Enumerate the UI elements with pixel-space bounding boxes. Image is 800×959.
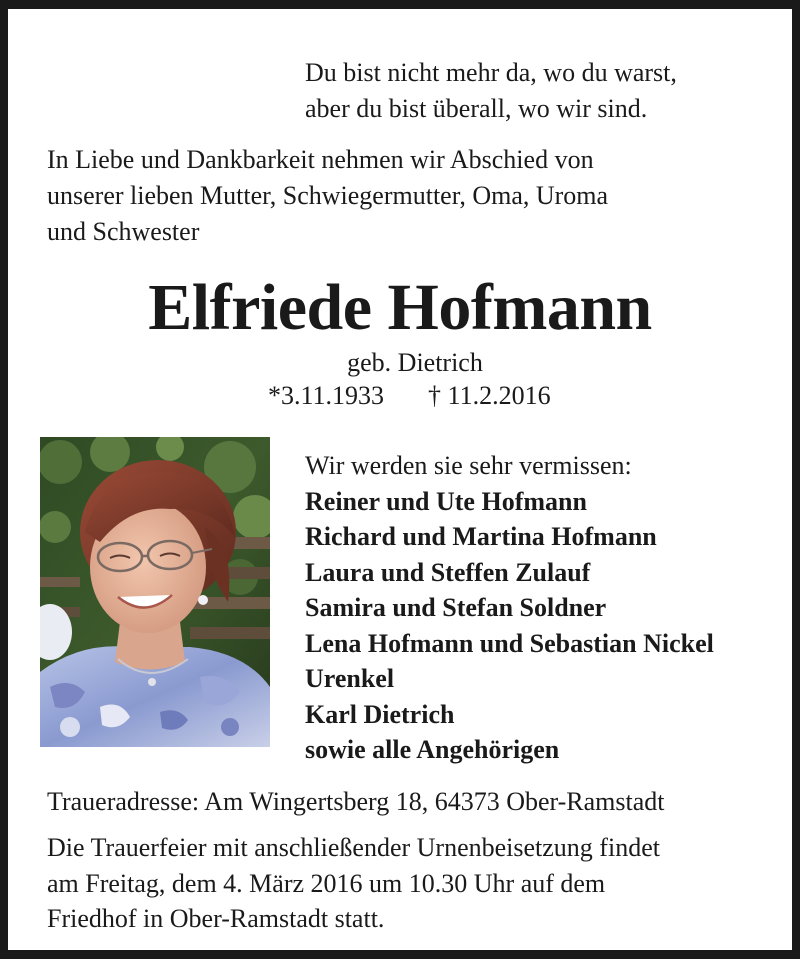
motto-line: aber du bist überall, wo wir sind. xyxy=(305,94,648,123)
motto-line: Du bist nicht mehr da, wo du warst, xyxy=(305,58,677,87)
intro-text xyxy=(47,142,767,250)
service-line: Friedhof in Ober-Ramstadt statt. xyxy=(47,904,385,933)
mourner-name: Laura und Steffen Zulauf xyxy=(305,557,591,587)
portrait-photo-icon xyxy=(40,437,270,747)
life-dates xyxy=(268,380,551,412)
mourners-list xyxy=(305,448,714,768)
mourner-name: Karl Dietrich xyxy=(305,699,455,729)
death-date: † 11.2.2016 xyxy=(428,381,551,410)
intro-line: und Schwester xyxy=(47,217,200,246)
mourning-address: Traueradresse: Am Wingertsberg 18, 64373 Ober-Ramstadt xyxy=(47,787,665,816)
birth-name: geb. Dietrich xyxy=(347,348,483,377)
deceased-name: Elfriede Hofmann xyxy=(148,271,652,344)
mourner-name: sowie alle Angehörigen xyxy=(305,735,560,764)
intro-line: unserer lieben Mutter, Schwiegermutter, Oma, Uroma xyxy=(47,181,609,210)
mourners-heading: Wir werden sie sehr vermissen: xyxy=(305,451,632,480)
service-line: Die Trauerfeier mit anschließender Urnenbeisetzung findet xyxy=(47,833,660,862)
birth-date: *3.11.1933 xyxy=(268,381,385,410)
mourner-name: Samira und Stefan Soldner xyxy=(305,593,607,622)
service-line: am Freitag, dem 4. März 2016 um 10.30 Uhr auf dem xyxy=(47,868,606,898)
intro-line: In Liebe und Dankbarkeit nehmen wir Abschied von xyxy=(47,145,594,174)
mourner-name: Richard und Martina Hofmann xyxy=(305,522,657,551)
funeral-service-info xyxy=(47,830,777,937)
motto-quote xyxy=(305,55,677,127)
mourner-name: Lena Hofmann und Sebastian Nickel xyxy=(305,628,714,658)
mourner-name: Reiner und Ute Hofmann xyxy=(305,486,587,516)
mourner-name: Urenkel xyxy=(305,664,395,693)
